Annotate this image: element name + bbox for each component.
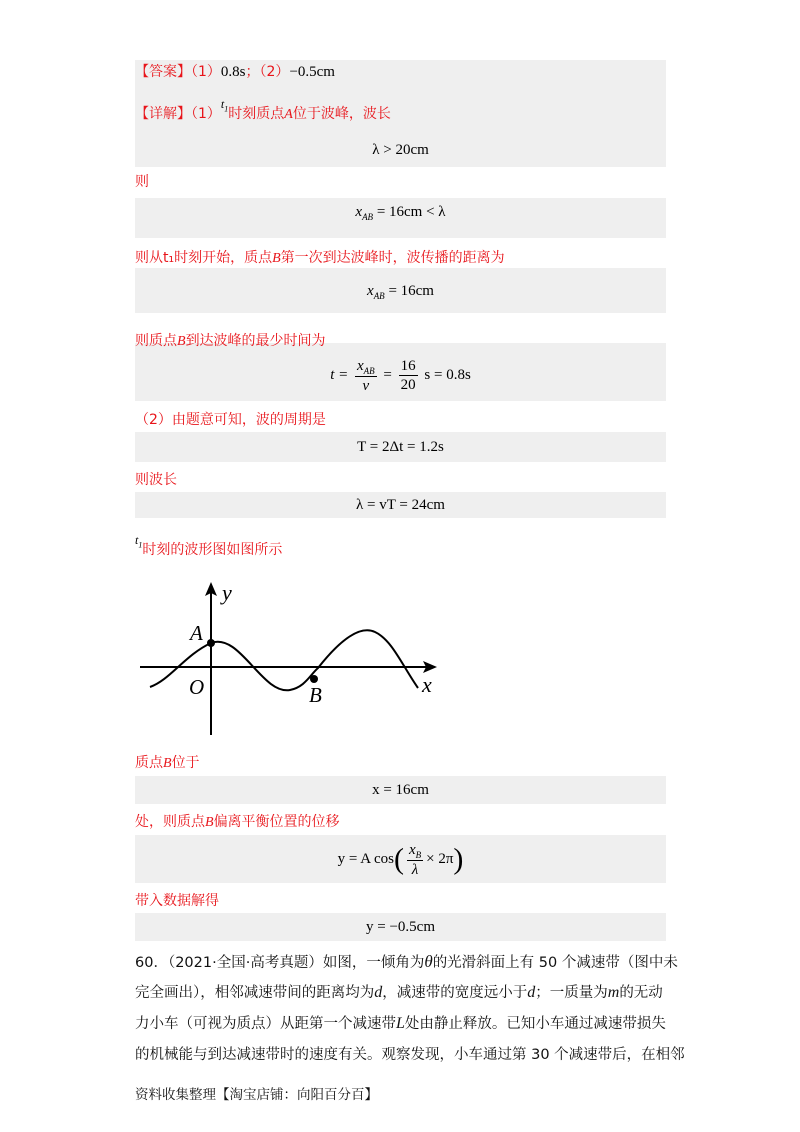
- origin-label: O: [189, 675, 205, 699]
- answer-part1-value: 0.8s: [220, 64, 246, 80]
- point-a-ref: A: [284, 107, 293, 122]
- t1-symbol: $t_1$: [135, 533, 143, 550]
- equation-9: y = −0.5cm: [366, 919, 435, 935]
- text-then: 则: [135, 174, 149, 190]
- equation-5: T = 2Δt = 1.2s: [357, 439, 444, 455]
- x-axis-label: x: [422, 672, 432, 697]
- text-part2: （2）由题意可知，波的周期是: [135, 412, 326, 428]
- text-fig-caption: $t_1$时刻的波形图如图所示: [135, 533, 283, 558]
- equation-3: $x_{AB} = 16cm$: [367, 283, 434, 301]
- point-b-label: B: [309, 683, 322, 707]
- problem-line-4: 的机械能与到达减速带时的速度有关。观察发现，小车通过第 30 个减速带后，在相邻: [135, 1047, 685, 1063]
- text-displacement: 处，则质点B偏离平衡位置的位移: [135, 814, 340, 830]
- explain-line: [135, 97, 391, 129]
- text-b-at: 质点B位于: [135, 755, 200, 771]
- answer-line: [135, 62, 335, 82]
- text-min-time: 则质点B到达波峰的最少时间为: [135, 333, 326, 349]
- text-from-t1: 则从t₁时刻开始，质点B第一次到达波峰时，波传播的距离为: [135, 250, 505, 266]
- footer-text: 资料收集整理【淘宝店铺：向阳百分百】: [135, 1087, 378, 1103]
- point-a-label: A: [190, 621, 203, 645]
- answer-part2-prefix: （2）: [259, 64, 290, 80]
- answer-separator: ；: [245, 64, 260, 80]
- answer-part1-prefix: （1）: [191, 64, 221, 80]
- problem-line-1: 60．（2021·全国·高考真题）如图，一倾角为θ的光滑斜面上有 50 个减速带（图中未: [135, 952, 678, 971]
- text-substitute: 带入数据解得: [135, 893, 219, 909]
- equation-1: λ > 20cm: [372, 142, 429, 158]
- fraction-xb-lambda: $\frac{x_B}{\lambda}$: [408, 841, 422, 878]
- point-a-marker: [207, 639, 215, 647]
- equation-4: t = $\frac{x_{AB}}{v}$ = $\frac{16}{20}$ s = 0.8s: [330, 357, 471, 394]
- answer-part2-value: −0.5cm: [289, 64, 335, 80]
- equation-2: $x_{AB} = 16cm < \lambda$: [355, 204, 446, 222]
- text-wavelength: 则波长: [135, 472, 177, 488]
- explain-text-2: 位于波峰，波长: [292, 106, 391, 122]
- equation-8: y = A cos( $\frac{x_B}{\lambda}$ × 2π): [337, 841, 464, 878]
- wave-figure: [0, 580, 800, 740]
- fraction-16-20: $\frac{16}{20}$: [400, 358, 416, 394]
- equation-7: x = 16cm: [372, 782, 429, 798]
- equation-6: λ = vT = 24cm: [356, 497, 445, 513]
- explain-label: 【详解】: [135, 106, 191, 122]
- answer-label: 【答案】: [135, 64, 191, 80]
- problem-line-2: 完全画出），相邻减速带间的距离均为d，减速带的宽度远小于d；一质量为m的无动: [135, 984, 663, 1001]
- t1-symbol: $t_1$: [220, 97, 229, 114]
- explain-text: 时刻质点: [228, 106, 285, 122]
- fraction-xab-v: $\frac{x_{AB}}{v}$: [357, 357, 375, 394]
- y-axis-label: y: [222, 580, 232, 605]
- point-b-marker: [310, 675, 318, 683]
- problem-line-3: 力小车（可视为质点）从距第一个减速带L处由静止释放。已知小车通过减速带损失: [135, 1015, 666, 1032]
- explain-part1-prefix: （1）: [191, 106, 221, 122]
